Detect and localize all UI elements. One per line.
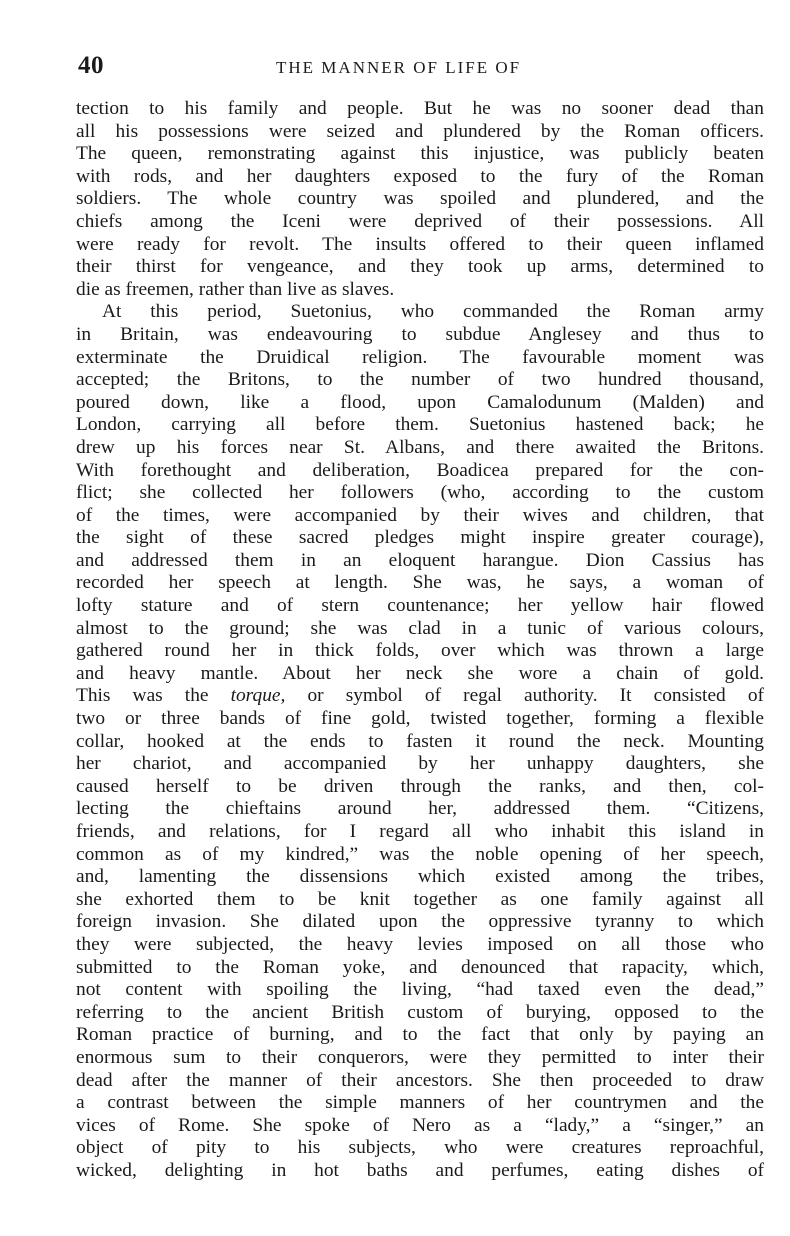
text-line: and addressed them in an eloquent harangue. Dion Cassius has <box>76 549 764 571</box>
text-line: lecting the chieftains around her, addressed them. “Citizens, <box>76 798 764 820</box>
page-number: 40 <box>78 52 104 79</box>
text-line: dead after the manner of their ancestors. She then proceeded to draw <box>76 1069 764 1091</box>
text-line: her chariot, and accompanied by her unhappy daughters, she <box>76 753 764 775</box>
text-line: Roman practice of burning, and to the fact that only by paying an <box>76 1024 764 1046</box>
text-line: foreign invasion. She dilated upon the oppressive tyranny to which <box>76 911 764 933</box>
text-line: London, carrying all before them. Suetonius hastened back; he <box>76 414 764 436</box>
text-line: submitted to the Roman yoke, and denounced that rapacity, which, <box>76 956 764 978</box>
text-line: their thirst for vengeance, and they took up arms, determined to <box>76 256 764 278</box>
torque-line-after: or symbol of regal authority. It consisted of <box>285 685 764 707</box>
text-line: soldiers. The whole country was spoiled and plundered, and the <box>76 188 764 210</box>
text-line: two or three bands of fine gold, twisted together, forming a flexible <box>76 708 764 730</box>
page-header <box>78 52 760 88</box>
text-line: chiefs among the Iceni were deprived of their possessions. All <box>76 210 764 232</box>
text-line: common as of my kindred,” was the noble opening of her speech, <box>76 843 764 865</box>
text-line: poured down, like a flood, upon Camalodunum (Malden) and <box>76 391 764 413</box>
text-line: drew up his forces near St. Albans, and there awaited the Britons. <box>76 436 764 458</box>
text-line: they were subjected, the heavy levies imposed on all those who <box>76 933 764 955</box>
text-line: enormous sum to their conquerors, were they permitted to inter their <box>76 1046 764 1068</box>
text-line: vices of Rome. She spoke of Nero as a “lady,” a “singer,” an <box>76 1114 764 1136</box>
text-line: the sight of these sacred pledges might inspire greater courage), <box>76 527 764 549</box>
text-line: with rods, and her daughters exposed to the fury of the Roman <box>76 165 764 187</box>
text-line: and, lamenting the dissensions which existed among the tribes, <box>76 866 764 888</box>
text-line: a contrast between the simple manners of her countrymen and the <box>76 1092 764 1114</box>
text-line: and heavy mantle. About her neck she wore a chain of gold. <box>76 662 764 684</box>
text-line: in Britain, was endeavouring to subdue Anglesey and thus to <box>76 323 764 345</box>
text-line: The queen, remonstrating against this injustice, was publicly beaten <box>76 143 764 165</box>
paragraph-start-line: At this period, Suetonius, who commanded the Roman army <box>102 301 764 323</box>
text-line: all his possessions were seized and plundered by the Roman officers. <box>76 120 764 142</box>
text-line: she exhorted them to be knit together as one family against all <box>76 888 764 910</box>
body-text <box>76 98 764 1183</box>
text-line: With forethought and deliberation, Boadicea prepared for the con- <box>76 459 764 481</box>
text-line: recorded her speech at length. She was, he says, a woman of <box>76 572 764 594</box>
text-line: flict; she collected her followers (who, according to the custom <box>76 482 764 504</box>
text-line: of the times, were accompanied by their wives and children, that <box>76 504 764 526</box>
text-line: friends, and relations, for I regard all who inhabit this island in <box>76 821 764 842</box>
torque-word: torque, <box>230 685 286 707</box>
text-line: caused herself to be driven through the ranks, and then, col- <box>76 775 764 797</box>
running-head: THE MANNER OF LIFE OF <box>276 58 522 77</box>
text-line: collar, hooked at the ends to fasten it round the neck. Mounting <box>76 730 764 752</box>
text-line: gathered round her in thick folds, over which was thrown a large <box>76 640 764 662</box>
torque-line <box>76 685 764 708</box>
text-line: not content with spoiling the living, “had taxed even the dead,” <box>76 979 764 1001</box>
text-line: lofty stature and of stern countenance; her yellow hair flowed <box>76 595 764 617</box>
text-line: exterminate the Druidical religion. The favourable moment was <box>76 346 764 368</box>
text-line: accepted; the Britons, to the number of two hundred thousand, <box>76 369 764 391</box>
text-line: tection to his family and people. But he was no sooner dead than <box>76 98 764 119</box>
text-line: almost to the ground; she was clad in a tunic of various colours, <box>76 617 764 639</box>
text-line: were ready for revolt. The insults offered to their queen inflamed <box>76 233 764 255</box>
text-line: wicked, delighting in hot baths and perfumes, eating dishes of <box>76 1159 764 1181</box>
text-line: die as freemen, rather than live as slaves. <box>76 278 395 300</box>
text-line: object of pity to his subjects, who were creatures reproachful, <box>76 1137 764 1159</box>
torque-line-before: This was the <box>76 685 231 707</box>
text-line: referring to the ancient British custom of burying, opposed to the <box>76 1001 764 1023</box>
